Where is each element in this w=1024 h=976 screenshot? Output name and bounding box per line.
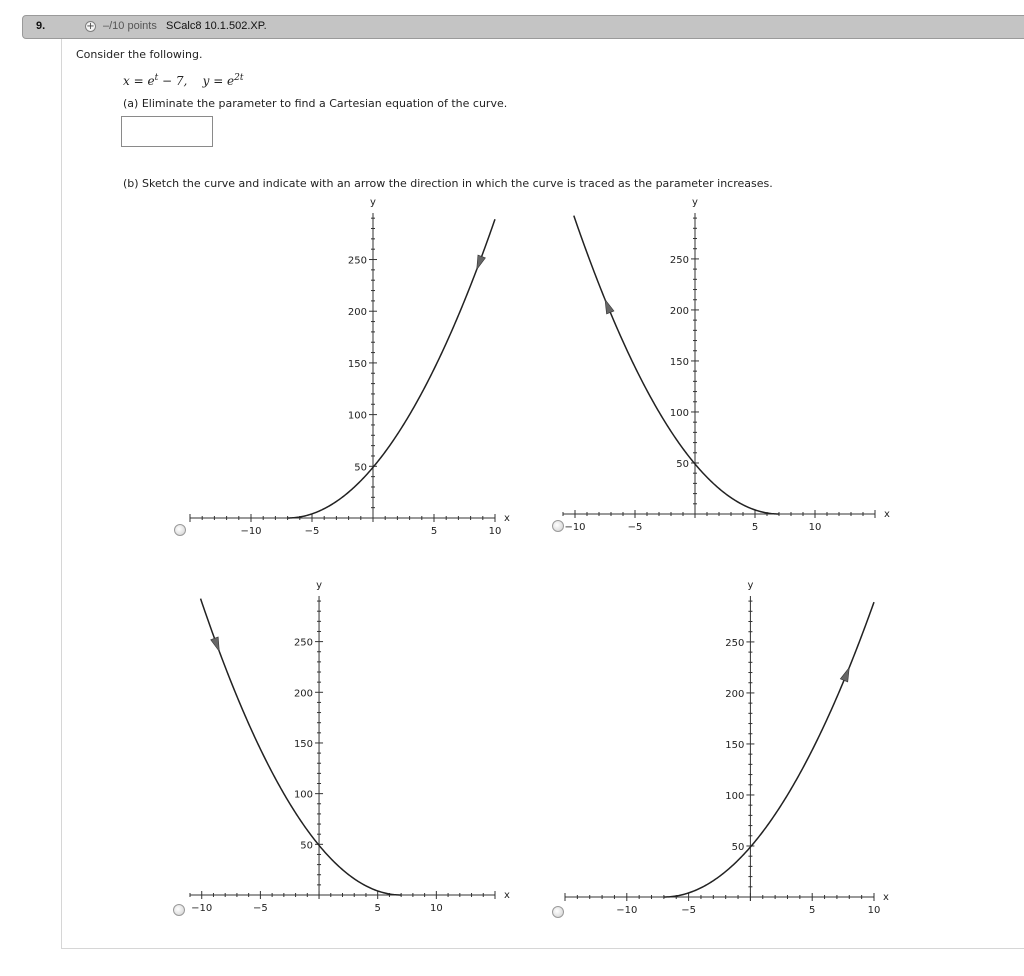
plot4-curve — [664, 602, 874, 897]
plot4-x-tick-label: −10 — [616, 905, 638, 916]
plot1-y-tick-label: 250 — [347, 255, 367, 267]
plot1-x-tick-label: −10 — [240, 526, 262, 537]
part-a-text: (a) Eliminate the parameter to find a Cartesian equation of the curve. — [123, 97, 508, 110]
plot3-y-tick-label: 200 — [293, 688, 314, 700]
plot3-x-tick-label: 5 — [374, 903, 381, 914]
plot4-y-tick-label: 200 — [725, 688, 745, 700]
points-label: –/10 points — [103, 20, 157, 32]
plot1-x-axis-label: x — [504, 513, 510, 524]
plot1-y-tick-label: 150 — [347, 358, 367, 370]
plot2-x-tick-label: −10 — [564, 522, 586, 533]
part-b-text: (b) Sketch the curve and indicate with an arrow the direction in which the curve is traced as the parameter increases. — [123, 177, 773, 190]
plot2-x-tick-label: 10 — [808, 522, 822, 533]
plot3-x-axis-label: x — [504, 890, 510, 901]
plot2-x-tick-label: 5 — [751, 522, 759, 533]
plot3-y-tick-label: 150 — [293, 738, 314, 750]
eq-y-lhs: y = e — [202, 74, 235, 88]
eq-y-exp: 2t — [234, 73, 244, 83]
plot2-x-axis-label: x — [884, 509, 890, 520]
plot3-x-tick-label: 10 — [429, 903, 443, 914]
plot4-x-tick-label: 5 — [809, 905, 816, 916]
plot1-direction-arrow — [477, 255, 486, 270]
plot4-y-tick-label: 50 — [731, 841, 745, 853]
question-number: 9. — [36, 20, 46, 32]
plot4-y-tick-label: 150 — [725, 739, 745, 751]
plot3-y-tick-label: 100 — [293, 789, 314, 801]
question-code: SCalc8 10.1.502.XP. — [166, 20, 267, 32]
plot4-x-tick-label: 10 — [867, 905, 881, 916]
plot2-y-tick-label: 150 — [669, 356, 689, 368]
plot2-direction-arrow — [605, 299, 614, 313]
plot4-direction-arrow — [840, 667, 849, 681]
plot2-x-tick-label: −5 — [627, 522, 643, 533]
plot3-y-axis-label: y — [316, 580, 322, 591]
intro-text: Consider the following. — [76, 48, 203, 61]
plot3-direction-arrow — [211, 637, 220, 652]
plot4-y-tick-label: 100 — [725, 790, 745, 802]
plot4-y-axis-label: y — [747, 580, 754, 591]
plot1-y-tick-label: 50 — [354, 462, 367, 474]
plot2-y-tick-label: 250 — [669, 254, 689, 266]
eq-x-rest: − 7, — [158, 74, 188, 88]
plot2-y-tick-label: 200 — [669, 305, 689, 317]
plot3-x-tick-label: −10 — [191, 903, 213, 914]
plot3-y-tick-label: 50 — [300, 840, 314, 852]
expand-icon[interactable]: + — [86, 21, 95, 32]
plot1-x-tick-label: 10 — [488, 526, 502, 537]
plot3-x-tick-label: −5 — [253, 903, 268, 914]
plot1-x-tick-label: −5 — [304, 526, 320, 537]
plot1-y-tick-label: 200 — [347, 307, 367, 319]
plot1-curve — [288, 219, 495, 518]
plot1-x-tick-label: 5 — [430, 526, 438, 537]
plot3-y-tick-label: 250 — [293, 637, 314, 649]
plot4-y-tick-label: 250 — [725, 637, 745, 649]
plot1-y-tick-label: 100 — [347, 410, 367, 422]
plot2-y-tick-label: 50 — [676, 458, 689, 470]
eq-x-exp: t — [154, 73, 159, 83]
eq-x-lhs: x = e — [123, 74, 155, 88]
plot4-x-tick-label: −5 — [681, 905, 696, 916]
plot2-y-axis-label: y — [692, 197, 698, 208]
plot2-y-tick-label: 100 — [669, 407, 689, 419]
plot4-x-axis-label: x — [883, 892, 889, 903]
plot1-y-axis-label: y — [370, 197, 376, 208]
